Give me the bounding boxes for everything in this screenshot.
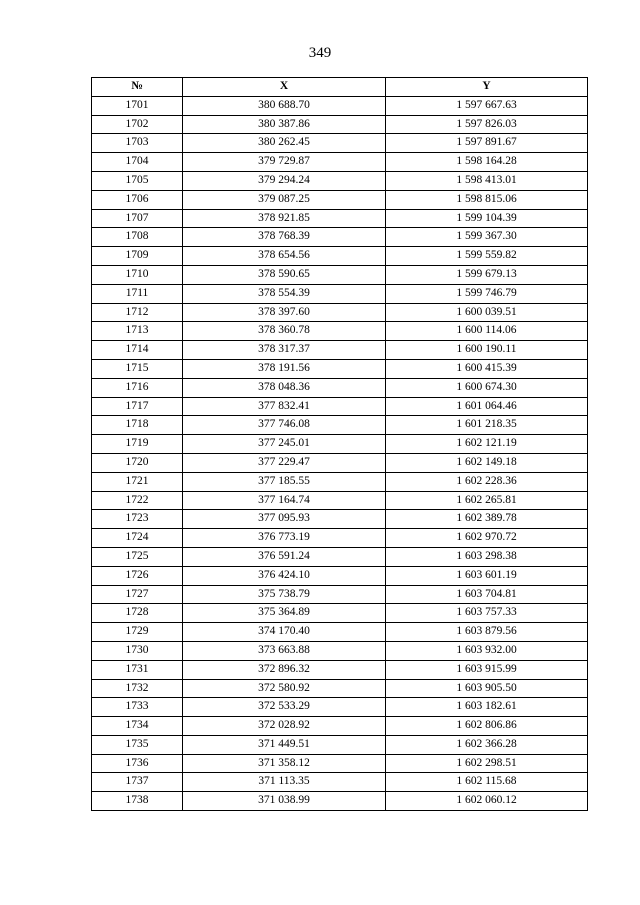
point-number-cell: 1703 bbox=[92, 134, 183, 153]
table-row bbox=[92, 96, 588, 115]
y-coordinate-cell: 1 602 806.86 bbox=[386, 717, 588, 736]
header-x: X bbox=[183, 78, 386, 97]
point-number-cell: 1707 bbox=[92, 209, 183, 228]
x-coordinate-cell: 376 424.10 bbox=[183, 566, 386, 585]
y-coordinate-cell: 1 599 679.13 bbox=[386, 265, 588, 284]
table-row bbox=[92, 115, 588, 134]
x-coordinate-cell: 379 729.87 bbox=[183, 153, 386, 172]
point-number-cell: 1704 bbox=[92, 153, 183, 172]
x-coordinate-cell: 375 364.89 bbox=[183, 604, 386, 623]
y-coordinate-cell: 1 600 190.11 bbox=[386, 341, 588, 360]
point-number-cell: 1711 bbox=[92, 284, 183, 303]
x-coordinate-cell: 378 048.36 bbox=[183, 378, 386, 397]
y-coordinate-cell: 1 602 366.28 bbox=[386, 735, 588, 754]
point-number-cell: 1734 bbox=[92, 717, 183, 736]
x-coordinate-cell: 377 095.93 bbox=[183, 510, 386, 529]
y-coordinate-cell: 1 602 389.78 bbox=[386, 510, 588, 529]
x-coordinate-cell: 375 738.79 bbox=[183, 585, 386, 604]
table-row bbox=[92, 397, 588, 416]
x-coordinate-cell: 372 580.92 bbox=[183, 679, 386, 698]
y-coordinate-cell: 1 601 064.46 bbox=[386, 397, 588, 416]
x-coordinate-cell: 372 533.29 bbox=[183, 698, 386, 717]
point-number-cell: 1721 bbox=[92, 472, 183, 491]
x-coordinate-cell: 380 688.70 bbox=[183, 96, 386, 115]
y-coordinate-cell: 1 597 891.67 bbox=[386, 134, 588, 153]
table-row bbox=[92, 754, 588, 773]
x-coordinate-cell: 380 387.86 bbox=[183, 115, 386, 134]
point-number-cell: 1732 bbox=[92, 679, 183, 698]
table-row bbox=[92, 209, 588, 228]
y-coordinate-cell: 1 598 164.28 bbox=[386, 153, 588, 172]
point-number-cell: 1705 bbox=[92, 171, 183, 190]
y-coordinate-cell: 1 599 367.30 bbox=[386, 228, 588, 247]
table-row bbox=[92, 435, 588, 454]
y-coordinate-cell: 1 603 704.81 bbox=[386, 585, 588, 604]
point-number-cell: 1702 bbox=[92, 115, 183, 134]
x-coordinate-cell: 376 773.19 bbox=[183, 529, 386, 548]
point-number-cell: 1736 bbox=[92, 754, 183, 773]
y-coordinate-cell: 1 602 228.36 bbox=[386, 472, 588, 491]
point-number-cell: 1720 bbox=[92, 453, 183, 472]
point-number-cell: 1709 bbox=[92, 247, 183, 266]
y-coordinate-cell: 1 600 114.06 bbox=[386, 322, 588, 341]
table-row bbox=[92, 698, 588, 717]
x-coordinate-cell: 376 591.24 bbox=[183, 547, 386, 566]
table-row bbox=[92, 491, 588, 510]
x-coordinate-cell: 377 245.01 bbox=[183, 435, 386, 454]
point-number-cell: 1727 bbox=[92, 585, 183, 604]
table-row bbox=[92, 341, 588, 360]
table-row bbox=[92, 660, 588, 679]
x-coordinate-cell: 378 921.85 bbox=[183, 209, 386, 228]
x-coordinate-cell: 372 028.92 bbox=[183, 717, 386, 736]
y-coordinate-cell: 1 603 601.19 bbox=[386, 566, 588, 585]
x-coordinate-cell: 371 113.35 bbox=[183, 773, 386, 792]
table-row bbox=[92, 228, 588, 247]
header-y: Y bbox=[386, 78, 588, 97]
y-coordinate-cell: 1 603 757.33 bbox=[386, 604, 588, 623]
y-coordinate-cell: 1 603 905.50 bbox=[386, 679, 588, 698]
x-coordinate-cell: 379 294.24 bbox=[183, 171, 386, 190]
page-number: 349 bbox=[308, 45, 332, 61]
y-coordinate-cell: 1 597 667.63 bbox=[386, 96, 588, 115]
table-row bbox=[92, 717, 588, 736]
table-row bbox=[92, 453, 588, 472]
y-coordinate-cell: 1 602 115.68 bbox=[386, 773, 588, 792]
table-row bbox=[92, 284, 588, 303]
x-coordinate-cell: 378 317.37 bbox=[183, 341, 386, 360]
y-coordinate-cell: 1 598 413.01 bbox=[386, 171, 588, 190]
x-coordinate-cell: 378 554.39 bbox=[183, 284, 386, 303]
y-coordinate-cell: 1 597 826.03 bbox=[386, 115, 588, 134]
y-coordinate-cell: 1 599 104.39 bbox=[386, 209, 588, 228]
table-row bbox=[92, 604, 588, 623]
table-header-row bbox=[92, 78, 588, 97]
table-row bbox=[92, 510, 588, 529]
table-row bbox=[92, 265, 588, 284]
table-row bbox=[92, 303, 588, 322]
table-row bbox=[92, 773, 588, 792]
y-coordinate-cell: 1 603 915.99 bbox=[386, 660, 588, 679]
y-coordinate-cell: 1 603 182.61 bbox=[386, 698, 588, 717]
point-number-cell: 1712 bbox=[92, 303, 183, 322]
x-coordinate-cell: 377 832.41 bbox=[183, 397, 386, 416]
table-row bbox=[92, 566, 588, 585]
point-number-cell: 1708 bbox=[92, 228, 183, 247]
point-number-cell: 1710 bbox=[92, 265, 183, 284]
table-row bbox=[92, 792, 588, 811]
table-row bbox=[92, 585, 588, 604]
point-number-cell: 1730 bbox=[92, 641, 183, 660]
point-number-cell: 1715 bbox=[92, 359, 183, 378]
y-coordinate-cell: 1 602 298.51 bbox=[386, 754, 588, 773]
point-number-cell: 1738 bbox=[92, 792, 183, 811]
point-number-cell: 1717 bbox=[92, 397, 183, 416]
table-row bbox=[92, 529, 588, 548]
point-number-cell: 1722 bbox=[92, 491, 183, 510]
point-number-cell: 1726 bbox=[92, 566, 183, 585]
y-coordinate-cell: 1 601 218.35 bbox=[386, 416, 588, 435]
y-coordinate-cell: 1 602 060.12 bbox=[386, 792, 588, 811]
x-coordinate-cell: 371 449.51 bbox=[183, 735, 386, 754]
point-number-cell: 1733 bbox=[92, 698, 183, 717]
y-coordinate-cell: 1 603 879.56 bbox=[386, 623, 588, 642]
x-coordinate-cell: 373 663.88 bbox=[183, 641, 386, 660]
table-row bbox=[92, 735, 588, 754]
table-row bbox=[92, 547, 588, 566]
x-coordinate-cell: 378 397.60 bbox=[183, 303, 386, 322]
y-coordinate-cell: 1 602 970.72 bbox=[386, 529, 588, 548]
x-coordinate-cell: 371 358.12 bbox=[183, 754, 386, 773]
x-coordinate-cell: 377 164.74 bbox=[183, 491, 386, 510]
point-number-cell: 1714 bbox=[92, 341, 183, 360]
table-row bbox=[92, 623, 588, 642]
table-row bbox=[92, 378, 588, 397]
y-coordinate-cell: 1 603 298.38 bbox=[386, 547, 588, 566]
point-number-cell: 1701 bbox=[92, 96, 183, 115]
point-number-cell: 1731 bbox=[92, 660, 183, 679]
y-coordinate-cell: 1 599 746.79 bbox=[386, 284, 588, 303]
point-number-cell: 1713 bbox=[92, 322, 183, 341]
y-coordinate-cell: 1 599 559.82 bbox=[386, 247, 588, 266]
point-number-cell: 1728 bbox=[92, 604, 183, 623]
x-coordinate-cell: 378 590.65 bbox=[183, 265, 386, 284]
y-coordinate-cell: 1 602 265.81 bbox=[386, 491, 588, 510]
x-coordinate-cell: 378 191.56 bbox=[183, 359, 386, 378]
x-coordinate-cell: 377 229.47 bbox=[183, 453, 386, 472]
point-number-cell: 1716 bbox=[92, 378, 183, 397]
point-number-cell: 1718 bbox=[92, 416, 183, 435]
x-coordinate-cell: 380 262.45 bbox=[183, 134, 386, 153]
header-number: № bbox=[92, 78, 183, 97]
x-coordinate-cell: 378 360.78 bbox=[183, 322, 386, 341]
point-number-cell: 1725 bbox=[92, 547, 183, 566]
x-coordinate-cell: 377 185.55 bbox=[183, 472, 386, 491]
point-number-cell: 1719 bbox=[92, 435, 183, 454]
table-row bbox=[92, 416, 588, 435]
table-row bbox=[92, 679, 588, 698]
point-number-cell: 1724 bbox=[92, 529, 183, 548]
x-coordinate-cell: 372 896.32 bbox=[183, 660, 386, 679]
x-coordinate-cell: 371 038.99 bbox=[183, 792, 386, 811]
point-number-cell: 1723 bbox=[92, 510, 183, 529]
point-number-cell: 1729 bbox=[92, 623, 183, 642]
table-row bbox=[92, 171, 588, 190]
y-coordinate-cell: 1 600 674.30 bbox=[386, 378, 588, 397]
y-coordinate-cell: 1 602 121.19 bbox=[386, 435, 588, 454]
table-row bbox=[92, 322, 588, 341]
point-number-cell: 1735 bbox=[92, 735, 183, 754]
x-coordinate-cell: 378 654.56 bbox=[183, 247, 386, 266]
table-row bbox=[92, 472, 588, 491]
y-coordinate-cell: 1 600 039.51 bbox=[386, 303, 588, 322]
table-body bbox=[92, 96, 588, 810]
table-row bbox=[92, 153, 588, 172]
point-number-cell: 1737 bbox=[92, 773, 183, 792]
x-coordinate-cell: 377 746.08 bbox=[183, 416, 386, 435]
table-row bbox=[92, 641, 588, 660]
table-row bbox=[92, 134, 588, 153]
y-coordinate-cell: 1 600 415.39 bbox=[386, 359, 588, 378]
y-coordinate-cell: 1 603 932.00 bbox=[386, 641, 588, 660]
x-coordinate-cell: 374 170.40 bbox=[183, 623, 386, 642]
x-coordinate-cell: 379 087.25 bbox=[183, 190, 386, 209]
coordinates-table bbox=[91, 77, 588, 811]
point-number-cell: 1706 bbox=[92, 190, 183, 209]
table-row bbox=[92, 247, 588, 266]
table-row bbox=[92, 359, 588, 378]
table-row bbox=[92, 190, 588, 209]
y-coordinate-cell: 1 598 815.06 bbox=[386, 190, 588, 209]
x-coordinate-cell: 378 768.39 bbox=[183, 228, 386, 247]
y-coordinate-cell: 1 602 149.18 bbox=[386, 453, 588, 472]
